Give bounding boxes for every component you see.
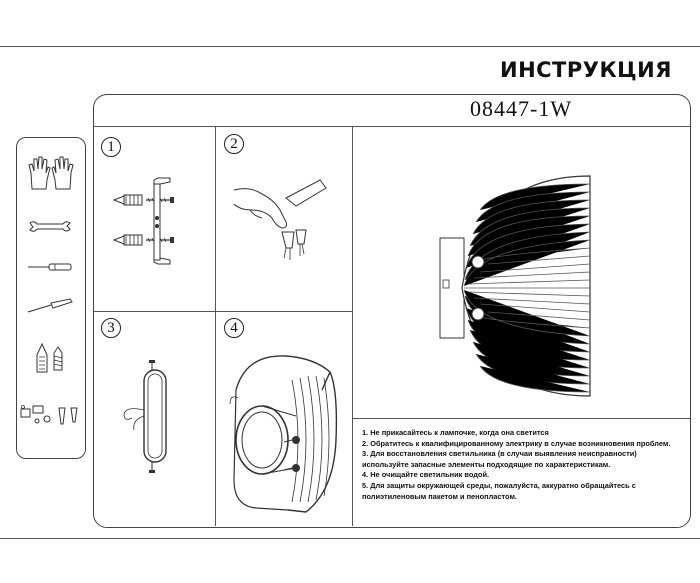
- gloves-icon: [28, 155, 74, 191]
- fixture-illustration: [440, 170, 600, 400]
- step-3-illustration: [118, 360, 178, 480]
- screwdriver-icon: [27, 262, 73, 272]
- grid-col-1: [215, 126, 216, 526]
- notes-divider: [352, 418, 690, 419]
- step-4-illustration: [226, 350, 346, 520]
- step-4-number: 4: [224, 318, 244, 338]
- step-1-illustration: [110, 170, 200, 270]
- top-rule: [0, 46, 700, 47]
- note-5: 5. Для защиты окружающей среды, пожалуйста, аккуратно обращайтесь с полиэтиленовым пакетом и пенопластом.: [362, 480, 636, 501]
- page-title: ИНСТРУКЦИЯ: [500, 58, 672, 82]
- note-3: 3. Для восстановления светильника (в случаи выявления неисправности) используйте запасные элементы подходящие по характеристикам.: [362, 449, 637, 469]
- step-2-illustration: [230, 170, 340, 270]
- bottom-rule: [0, 538, 700, 539]
- step-3-number: 3: [101, 318, 121, 338]
- step-1-number: 1: [101, 137, 121, 157]
- wrench-icon: [28, 220, 72, 234]
- screw-icon: [114, 195, 174, 205]
- screws-anchors-icon: [34, 343, 70, 373]
- grid-col-2: [352, 126, 353, 526]
- note-1: 1. Не прикасайтесь к лампочке, когда она светится: [362, 428, 549, 437]
- note-4: 4. Не очищайте светильник водой.: [362, 470, 490, 480]
- model-number: 08447-1W: [470, 96, 573, 121]
- flat-screwdriver-icon: [27, 298, 73, 314]
- connectors-icon: [19, 404, 81, 428]
- header-divider: [93, 126, 690, 127]
- mounting-bracket-icon: [154, 178, 170, 264]
- grid-row-1: [93, 311, 353, 312]
- safety-notes: [362, 428, 680, 502]
- step-2-number: 2: [224, 134, 244, 154]
- screw-icon: [114, 235, 174, 245]
- note-2: 2. Обратитесь к квалифицированному электрику в случае возникновения проблем.: [362, 438, 671, 448]
